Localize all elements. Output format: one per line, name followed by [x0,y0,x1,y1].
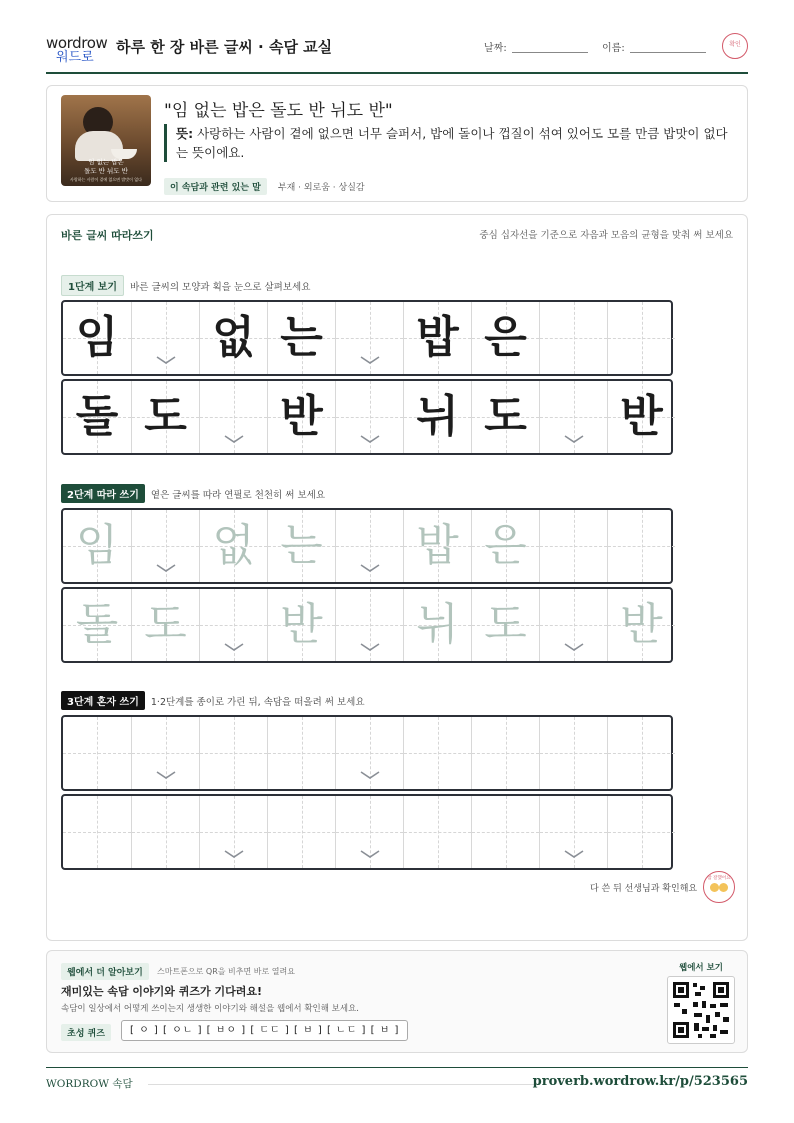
grid-cell [267,302,335,374]
guide-horizontal [336,546,403,547]
grid-cell[interactable] [539,717,607,789]
grid-cell[interactable] [403,796,471,868]
grid-cell [607,381,675,453]
grid-cell [607,302,675,374]
step-3 [61,691,365,710]
guide-horizontal [268,753,335,754]
guide-horizontal [540,625,607,626]
grid-cell[interactable] [267,589,335,661]
space-mark-icon [155,769,177,781]
free-row-2[interactable] [61,794,673,870]
chosung-quiz: [ ㅇ ] [ ㅇㄴ ] [ ㅂㅇ ] [ ㄷㄷ ] [ ㅂ ] [ ㄴㄷ ] [ ㅂ ] [121,1020,408,1041]
space-mark-icon [155,354,177,366]
proverb-meaning [164,124,734,162]
trace-character: 도 [144,599,187,650]
space-mark-icon [359,354,381,366]
stamp-text: 참 잘했어요 [707,876,731,881]
footer-url[interactable]: proverb.wordrow.kr/p/523565 [532,1074,748,1089]
web-description: 속담이 일상에서 어떻게 쓰이는지 생생한 이야기와 해설을 웹에서 확인해 보세요. [61,1004,359,1014]
trace-character: 밥 [416,520,459,571]
view-row-2 [61,379,673,455]
guide-horizontal [336,625,403,626]
grid-cell[interactable] [267,510,335,582]
step-3-badge: 3단계 혼자 쓰기 [61,691,145,710]
view-row-1 [61,300,673,376]
grid-cell [199,302,267,374]
grid-cell[interactable] [267,717,335,789]
grid-cell[interactable] [471,796,539,868]
grid-cell[interactable] [403,589,471,661]
name-field[interactable] [630,52,706,53]
grid-cell [471,302,539,374]
grid-cell [63,302,131,374]
seal-text: 확인 [729,41,741,48]
footer-divider [46,1067,748,1068]
model-character: 밥 [416,312,459,363]
grid-cell [471,381,539,453]
trace-character: 도 [484,599,527,650]
grid-cell[interactable] [471,589,539,661]
guide-horizontal [336,338,403,339]
guide-horizontal [472,832,539,833]
guide-horizontal [200,625,267,626]
space-mark-icon [563,641,585,653]
grid-cell[interactable] [199,796,267,868]
grid-cell[interactable] [267,796,335,868]
grid-cell[interactable] [131,796,199,868]
guide-horizontal [336,753,403,754]
grid-cell[interactable] [63,796,131,868]
meaning-text: 사랑하는 사람이 곁에 없으면 너무 슬퍼서, 밥에 돌이나 껍질이 섞여 있어도 모를 만큼 밥맛이 없다는 뜻이에요. [176,126,728,160]
step-1-badge: 1단계 보기 [61,275,124,296]
grid-cell[interactable] [539,589,607,661]
meaning-label: 뜻: [176,126,194,141]
guide-horizontal [608,753,675,754]
related-words-list: 부재 · 외로움 · 상실감 [277,183,365,193]
guide-horizontal [540,753,607,754]
step-3-hint: 1·2단계를 종이로 가린 뒤, 속담을 떠올려 써 보세요 [150,697,365,708]
step-2-hint: 옅은 글씨를 따라 연필로 천천히 써 보세요 [150,490,326,501]
grid-cell[interactable] [607,510,675,582]
guide-horizontal [540,546,607,547]
illustration-caption-1: 임 없는 밥은 [88,158,124,166]
trace-row-2[interactable] [61,587,673,663]
guide-horizontal [336,417,403,418]
grid-cell [539,381,607,453]
guide-horizontal [540,832,607,833]
guide-horizontal [132,832,199,833]
trace-character: 는 [280,520,323,571]
space-mark-icon [223,848,245,860]
date-label: 날짜: [484,43,507,54]
grid-cell[interactable] [335,717,403,789]
guide-horizontal [132,338,199,339]
guide-horizontal [63,753,131,754]
proverb-card [46,85,748,202]
grid-cell[interactable] [199,510,267,582]
guide-horizontal [63,832,131,833]
grid-cell[interactable] [471,510,539,582]
space-mark-icon [359,562,381,574]
well-done-stamp-icon [703,871,735,903]
trace-character: 반 [620,599,663,650]
practice-section [46,214,748,941]
footer-rule [148,1084,538,1085]
space-mark-icon [359,769,381,781]
qr-label: 웹에서 보기 [679,963,724,973]
space-mark-icon [563,848,585,860]
trace-character: 뉘 [416,599,459,650]
grid-cell[interactable] [403,510,471,582]
guide-horizontal [404,753,471,754]
stamp-face-2 [719,883,728,892]
footer-brand: WORDROW 속담 [46,1078,133,1090]
grid-cell[interactable] [335,589,403,661]
model-character: 은 [484,312,527,363]
grid-cell[interactable] [539,796,607,868]
grid-cell [131,302,199,374]
trace-character: 은 [484,520,527,571]
grid-cell[interactable] [131,717,199,789]
guide-horizontal [336,832,403,833]
model-character: 임 [75,312,119,363]
grid-cell [403,302,471,374]
guide-horizontal [132,753,199,754]
grid-cell [335,302,403,374]
guide-horizontal [540,417,607,418]
qr-code[interactable] [667,976,735,1044]
logo-text-en: wordrow [46,34,108,52]
grid-cell [63,381,131,453]
model-character: 뉘 [416,391,459,442]
grid-cell [539,302,607,374]
illustration-caption-2: 돌도 반 뉘도 반 [84,167,128,175]
grid-cell[interactable] [335,510,403,582]
guide-horizontal [404,832,471,833]
trace-character: 돌 [75,599,119,650]
step-2-badge: 2단계 따라 쓰기 [61,484,145,503]
space-mark-icon [563,433,585,445]
related-tag: 이 속담과 관련 있는 말 [164,178,267,195]
web-headline: 재미있는 속담 이야기와 퀴즈가 기다려요! [61,985,262,998]
space-mark-icon [155,562,177,574]
grid-cell[interactable] [607,796,675,868]
grid-cell[interactable] [607,717,675,789]
grid-cell[interactable] [607,589,675,661]
related-words [164,175,365,195]
step-1 [61,275,310,296]
model-character: 도 [484,391,527,442]
grid-cell[interactable] [335,796,403,868]
guide-horizontal [268,832,335,833]
model-character: 도 [144,391,187,442]
grid-cell[interactable] [199,717,267,789]
qr-code-icon [668,977,734,1043]
grid-cell [131,381,199,453]
grid-cell [335,381,403,453]
grid-cell[interactable] [63,589,131,661]
quiz-tag: 초성 퀴즈 [61,1024,111,1041]
grid-cell[interactable] [403,717,471,789]
space-mark-icon [359,433,381,445]
proverb-text: "임 없는 밥은 돌도 반 뉘도 반" [164,101,393,121]
name-label: 이름: [602,43,625,54]
guide-horizontal [200,832,267,833]
space-mark-icon [223,433,245,445]
worksheet-header [46,30,748,74]
trace-character: 반 [280,599,323,650]
grid-cell[interactable] [63,717,131,789]
space-mark-icon [359,641,381,653]
free-row-1[interactable] [61,715,673,791]
guide-horizontal [540,338,607,339]
guide-horizontal [472,753,539,754]
guide-horizontal [132,546,199,547]
guide-horizontal [200,753,267,754]
web-tip: 스마트폰으로 QR을 비추면 바로 열려요 [157,967,295,976]
logo-text-ko: 워드로 [56,50,94,65]
trace-row-1[interactable] [61,508,673,584]
worksheet-title: 하루 한 장 바른 글씨 · 속담 교실 [116,38,333,56]
web-promo-box [46,950,748,1053]
model-character: 없 [212,312,255,363]
practice-hint: 중심 십자선을 기준으로 자음과 모음의 균형을 맞춰 써 보세요 [479,230,733,241]
grid-cell[interactable] [199,589,267,661]
grid-cell[interactable] [471,717,539,789]
web-tag: 웹에서 더 알아보기 [61,963,149,980]
grid-cell[interactable] [131,589,199,661]
model-character: 는 [280,312,323,363]
grid-cell[interactable] [63,510,131,582]
grid-cell [403,381,471,453]
space-mark-icon [223,641,245,653]
guide-horizontal [608,546,675,547]
space-mark-icon [359,848,381,860]
stamp-face-1 [710,883,719,892]
model-character: 반 [280,391,323,442]
teacher-check-text: 다 쓴 뒤 선생님과 확인해요 [590,884,698,894]
proverb-illustration [61,95,151,186]
step-1-hint: 바른 글씨의 모양과 획을 눈으로 살펴보세요 [130,282,311,293]
model-character: 돌 [75,391,119,442]
grid-cell[interactable] [539,510,607,582]
step-2 [61,484,325,503]
date-field[interactable] [512,52,588,53]
trace-character: 없 [212,520,255,571]
grid-cell[interactable] [131,510,199,582]
wordrow-logo [46,34,108,65]
trace-character: 임 [75,520,119,571]
guide-horizontal [608,338,675,339]
model-character: 반 [620,391,663,442]
illustration-caption-3: 사랑하는 사람이 곁에 없으면 밥맛이 없다 [69,177,143,182]
grid-cell [267,381,335,453]
guide-horizontal [200,417,267,418]
confirm-seal-icon [722,33,748,59]
grid-cell [199,381,267,453]
practice-title: 바른 글씨 따라쓰기 [61,229,154,242]
guide-horizontal [608,832,675,833]
